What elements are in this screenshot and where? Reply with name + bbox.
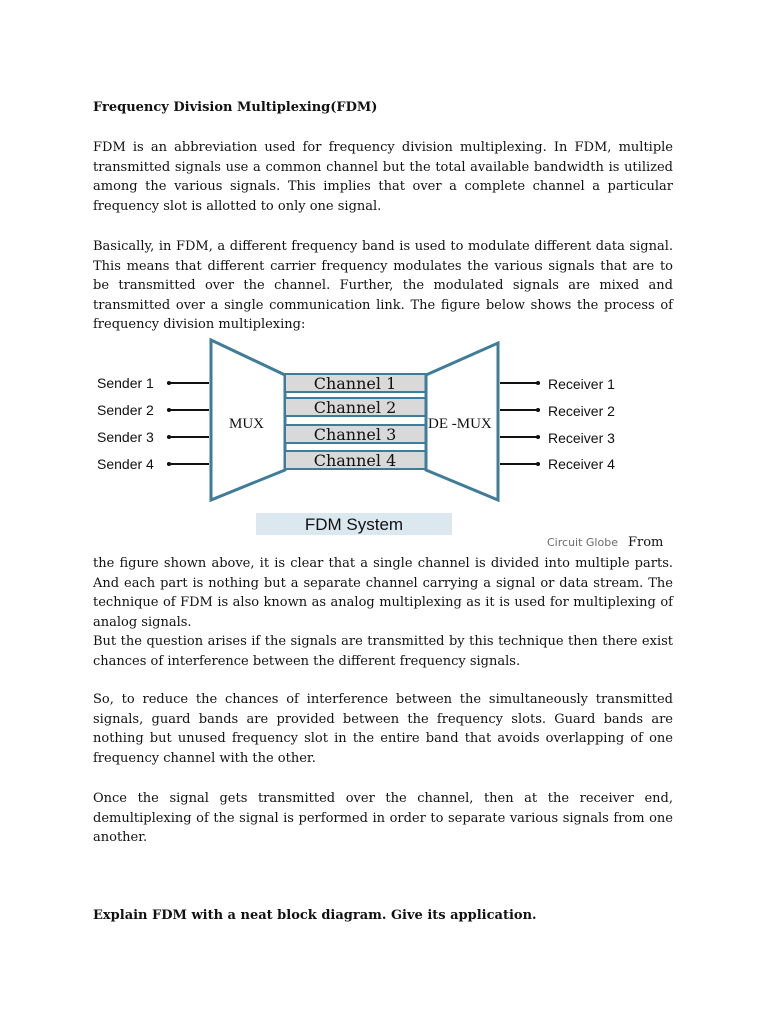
mux-label: MUX [229, 416, 265, 432]
channel-label: Channel 4 [313, 451, 397, 470]
receiver-label: Receiver 4 [548, 456, 615, 472]
document-title: Frequency Division Multiplexing(FDM) [93, 100, 378, 115]
sender-label: Sender 2 [97, 402, 154, 418]
channel-label: Channel 2 [313, 398, 397, 417]
receiver-label: Receiver 2 [548, 403, 615, 419]
paragraph-2: Basically, in FDM, a different frequency band is used to modulate different data signal. This means that different carrier frequency modulates the various signals that are to be transmitted over the channel. Further, the modulated signals are mixed and transmitted over a single communication link. The figure below shows the process of frequency division multiplexing: [93, 239, 673, 333]
from-word: From [628, 535, 664, 550]
image-credit: Circuit Globe [547, 536, 618, 549]
receiver-label: Receiver 3 [548, 430, 615, 446]
fdm-diagram [0, 335, 768, 545]
sender-label: Sender 1 [97, 375, 154, 391]
receiver-arrows [500, 381, 540, 466]
sender-label: Sender 3 [97, 429, 154, 445]
channel-label: Channel 3 [313, 425, 397, 444]
channel-label: Channel 1 [313, 374, 397, 393]
paragraph-1: FDM is an abbreviation used for frequency division multiplexing. In FDM, multiple transmitted signals use a common channel but the total available bandwidth is utilized among the various signals. This implies that over a complete channel a particular frequency slot is allotted to only one signal. [93, 140, 673, 214]
paragraph-6: Once the signal gets transmitted over the channel, then at the receiver end, demultiplexing of the signal is performed in order to separate various signals from one another. [93, 791, 673, 846]
sender-arrows [167, 381, 209, 466]
demux-label: DE -MUX [428, 416, 492, 432]
paragraph-3: the figure shown above, it is clear that a single channel is divided into multiple parts. And each part is nothing but a separate channel carrying a signal or data stream. The technique of FDM is also known as analog multiplexing as it is used for multiplexing of analog signals. [93, 556, 673, 630]
diagram-caption: FDM System [304, 515, 404, 534]
paragraph-4: But the question arises if the signals are transmitted by this technique then there exist chances of interference between the different frequency signals. [93, 634, 673, 669]
receiver-label: Receiver 1 [548, 376, 615, 392]
paragraph-5: So, to reduce the chances of interference between the simultaneously transmitted signals, guard bands are provided between the frequency slots. Guard bands are nothing but unused frequency slot in the entire band that avoids overlapping of one frequency channel with the other. [93, 692, 673, 766]
question-heading: Explain FDM with a neat block diagram. Give its application. [93, 908, 537, 923]
sender-label: Sender 4 [97, 456, 154, 472]
